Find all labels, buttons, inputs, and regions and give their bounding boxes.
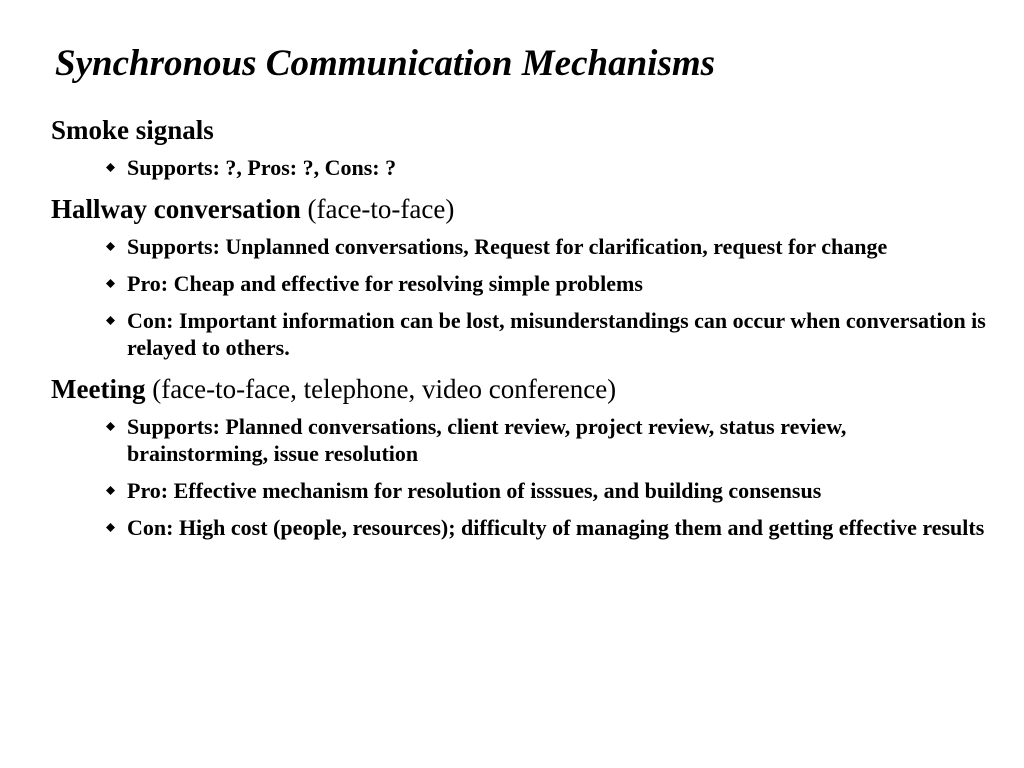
- diamond-bullet-icon: [106, 523, 115, 532]
- diamond-bullet-icon: [106, 486, 115, 495]
- bullet-text: Supports: ?, Pros: ?, Cons: ?: [127, 155, 397, 180]
- section-hallway-conversation: [51, 191, 991, 361]
- section-heading-label: Smoke signals: [51, 115, 214, 145]
- bullet-text: Con: High cost (people, resources); difficulty of managing them and getting effective results: [127, 515, 985, 540]
- diamond-bullet-icon: [106, 242, 115, 251]
- slide-content: [51, 112, 991, 551]
- bullet-item: [51, 154, 991, 181]
- diamond-bullet-icon: [106, 163, 115, 172]
- section-heading: [51, 191, 991, 227]
- diamond-bullet-icon: [106, 422, 115, 431]
- section-heading: [51, 112, 991, 148]
- bullet-list: [51, 233, 991, 361]
- bullet-item: [51, 413, 991, 467]
- section-heading-note: (face-to-face): [300, 194, 455, 224]
- bullet-item: [51, 514, 991, 541]
- bullet-item: [51, 477, 991, 504]
- section-heading-label: Meeting: [51, 374, 146, 404]
- bullet-item: [51, 307, 991, 361]
- section-meeting: [51, 371, 991, 541]
- bullet-text: Pro: Cheap and effective for resolving simple problems: [127, 271, 643, 296]
- diamond-bullet-icon: [106, 316, 115, 325]
- bullet-text: Supports: Planned conversations, client review, project review, status review, brainstorming, issue resolution: [127, 414, 847, 466]
- section-heading: [51, 371, 991, 407]
- bullet-list: [51, 154, 991, 181]
- bullet-text: Con: Important information can be lost, misunderstandings can occur when conversation is relayed to others.: [127, 308, 986, 360]
- slide-title: Synchronous Communication Mechanisms: [55, 43, 716, 84]
- section-heading-label: Hallway conversation: [51, 194, 301, 224]
- diamond-bullet-icon: [106, 279, 115, 288]
- bullet-item: [51, 270, 991, 297]
- bullet-list: [51, 413, 991, 541]
- bullet-item: [51, 233, 991, 260]
- section-smoke-signals: [51, 112, 991, 181]
- bullet-text: Supports: Unplanned conversations, Request for clarification, request for change: [127, 234, 888, 259]
- bullet-text: Pro: Effective mechanism for resolution of isssues, and building consensus: [127, 478, 822, 503]
- section-heading-note: (face-to-face, telephone, video conference): [145, 374, 617, 404]
